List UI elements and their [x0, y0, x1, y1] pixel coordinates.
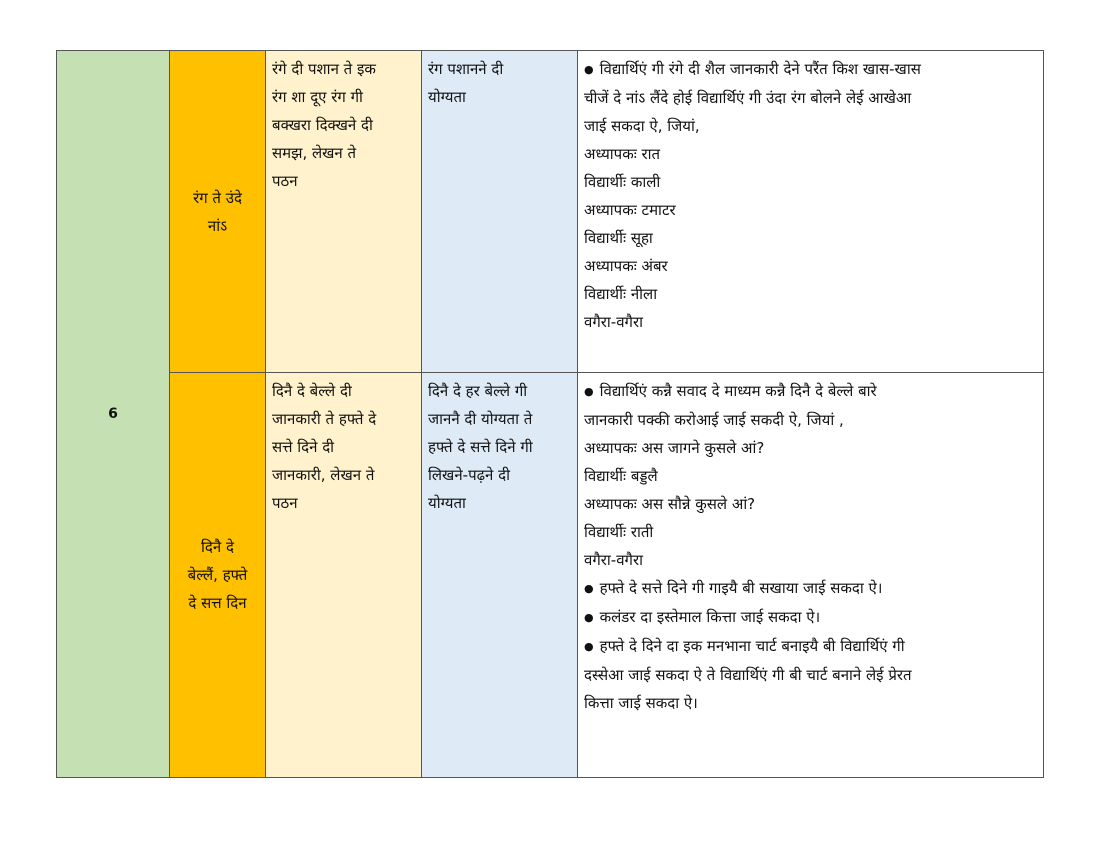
outcome-line: रंग पशानने दी: [428, 60, 504, 78]
activity-line: विद्यार्थीः बड्डलै: [584, 467, 658, 485]
topic-line: दे सत्त दिन: [188, 594, 247, 612]
activity-line: विद्यार्थीः सूहा: [584, 229, 653, 247]
outcome-line: हफ्ते दे सत्ते दिने गी: [428, 438, 533, 456]
activity-line: अध्यापकः टमाटर: [584, 201, 676, 219]
outcome-cell: [422, 51, 578, 373]
content-line: पठन: [272, 172, 298, 190]
activity-line: ● कलंडर दा इस्तेमाल कित्ता जाई सकदा ऐ।: [584, 603, 1037, 632]
class-number: 6: [108, 406, 118, 422]
content-cell: [266, 373, 422, 778]
topic-line: रंग ते उंदे: [193, 188, 242, 207]
outcome-line: लिखने-पढ़ने दी: [428, 466, 510, 484]
activity-line: विद्यार्थीः राती: [584, 523, 654, 541]
outcome-line: जाननै दी योग्यता ते: [428, 410, 533, 428]
activity-line: ● हफ्ते दे सत्ते दिने गी गाइयै बी सखाया जाई सकदा ऐ।: [584, 574, 1037, 603]
content-line: जानकारी, लेखन ते: [272, 466, 375, 484]
activity-line: जाई सकदा ऐ, जियां,: [584, 117, 700, 135]
content-line: बक्खरा दिक्खने दी: [272, 116, 373, 134]
content-line: दिनै दे बेल्ले दी: [272, 382, 352, 400]
activity-line: कित्ता जाई सकदा ऐ।: [584, 694, 698, 712]
activity-line: अध्यापकः अस सौन्ने कुसले आं?: [584, 495, 756, 513]
table-row: [57, 51, 1044, 373]
topic-cell: [170, 51, 266, 373]
content-line: रंगे दी पशान ते इक: [272, 60, 376, 78]
topic-cell: [170, 373, 266, 778]
activity-cell: [578, 51, 1044, 373]
activity-line: ● विद्यार्थिएं कन्नै सवाद दे माध्यम कन्नै दिनै दे बेल्ले बारे: [584, 377, 1037, 406]
activity-line: विद्यार्थीः काली: [584, 173, 661, 191]
activity-line: विद्यार्थीः नीला: [584, 285, 658, 303]
activity-line: अध्यापकः अंबर: [584, 257, 668, 275]
content-line: रंग शा दूए रंग गी: [272, 88, 363, 106]
activity-line: वगैरा-वगैरा: [584, 551, 644, 569]
activity-line: ● विद्यार्थिएं गी रंगे दी शैल जानकारी देने परैंत किश खास-खास: [584, 55, 1037, 84]
outcome-line: योग्यता: [428, 88, 466, 106]
activity-line: वगैरा-वगैरा: [584, 313, 644, 331]
outcome-line: योग्यता: [428, 494, 466, 512]
content-line: सत्ते दिने दी: [272, 438, 335, 456]
curriculum-table: [56, 50, 1044, 778]
activity-line: दस्सेआ जाई सकदा ऐ ते विद्यार्थिएं गी बी चार्ट बनाने लेई प्रेरत: [584, 666, 912, 684]
outcome-cell: [422, 373, 578, 778]
activity-line: अध्यापकः अस जागने कुसले आं?: [584, 439, 765, 457]
activity-line: जानकारी पक्की करोआई जाई सकदी ऐ, जियां ,: [584, 411, 844, 429]
topic-line: नांऽ: [207, 216, 228, 235]
class-number-cell: [57, 51, 170, 778]
topic-text: [170, 184, 265, 240]
topic-line: दिनै दे: [201, 538, 234, 556]
outcome-line: दिनै दे हर बेल्ले गी: [428, 382, 528, 400]
content-line: समझ, लेखन ते: [272, 144, 357, 162]
activity-line: चीजें दे नांऽ लैंदे होई विद्यार्थिएं गी उंदा रंग बोलने लेई आखेआ: [584, 89, 912, 107]
content-line: जानकारी ते हफ्ते दे: [272, 410, 377, 428]
topic-line: बेल्लैं, हफ्ते: [187, 566, 248, 584]
table-row: [57, 373, 1044, 778]
activity-line: ● हफ्ते दे दिने दा इक मनभाना चार्ट बनाइयै बी विद्यार्थिएं गी: [584, 632, 1037, 661]
topic-text: [170, 533, 265, 617]
content-cell: [266, 51, 422, 373]
content-line: पठन: [272, 494, 298, 512]
activity-cell: [578, 373, 1044, 778]
activity-line: अध्यापकः रात: [584, 145, 661, 163]
